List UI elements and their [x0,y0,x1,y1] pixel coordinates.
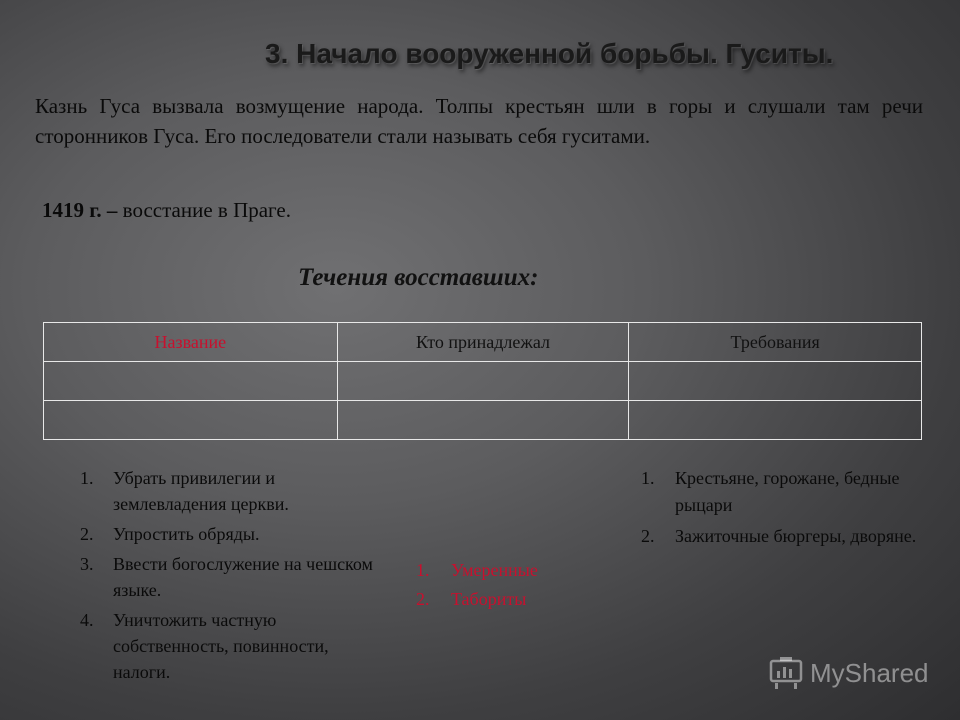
list-number: 1. [80,468,94,488]
table-cell [44,362,338,401]
list-text: Ввести богослужение на чешском языке. [113,554,373,600]
uprising-text: восстание в Праге. [117,198,291,222]
list-text: Умеренные [451,560,538,580]
list-number: 3. [80,554,94,574]
names-list [416,556,616,614]
list-item [80,521,380,547]
list-item [80,551,380,603]
table-header-row [44,323,922,362]
list-number: 1. [416,560,430,580]
list-number: 4. [80,610,94,630]
list-number: 2. [416,589,430,609]
list-item [641,523,931,550]
table-row [44,401,922,440]
members-list [641,465,931,554]
list-item [641,465,931,519]
list-number: 2. [641,526,655,546]
intro-paragraph: Казнь Гуса вызвала возмущение народа. Толпы крестьян шли в горы и слушали там речи сторонников Гуса. Его последователи стали называть себя гуситами. [35,94,923,148]
slide-title: 3. Начало вооруженной борьбы. Гуситы. [265,38,834,69]
uprising-year: 1419 г. – [42,198,118,222]
watermark-text: MyShared [810,657,929,688]
list-item [416,585,616,614]
list-text: Зажиточные бюргеры, дворяне. [675,526,917,546]
list-text: Убрать привилегии и землевладения церкви. [113,468,289,514]
watermark [768,656,929,690]
header-members: Кто принадлежал [337,323,629,362]
header-name: Название [44,323,338,362]
table-cell [629,401,922,440]
table-cell [337,401,629,440]
header-demands: Требования [629,323,922,362]
list-number: 1. [641,468,655,488]
table-cell [629,362,922,401]
list-item [416,556,616,585]
list-text: Уничтожить частную собственность, повинности, налоги. [113,610,329,682]
currents-table [43,322,922,440]
table-cell [337,362,629,401]
list-item [80,607,380,685]
list-number: 2. [80,524,94,544]
list-text: Крестьяне, горожане, бедные рыцари [675,468,900,515]
list-item [80,465,380,517]
demands-list [80,465,380,689]
table-subtitle: Течения восставших: [298,264,539,291]
presentation-board-icon [768,656,804,690]
list-text: Упростить обряды. [113,524,260,544]
uprising-line [42,198,291,223]
table-row [44,362,922,401]
list-text: Табориты [451,589,527,609]
table-cell [44,401,338,440]
